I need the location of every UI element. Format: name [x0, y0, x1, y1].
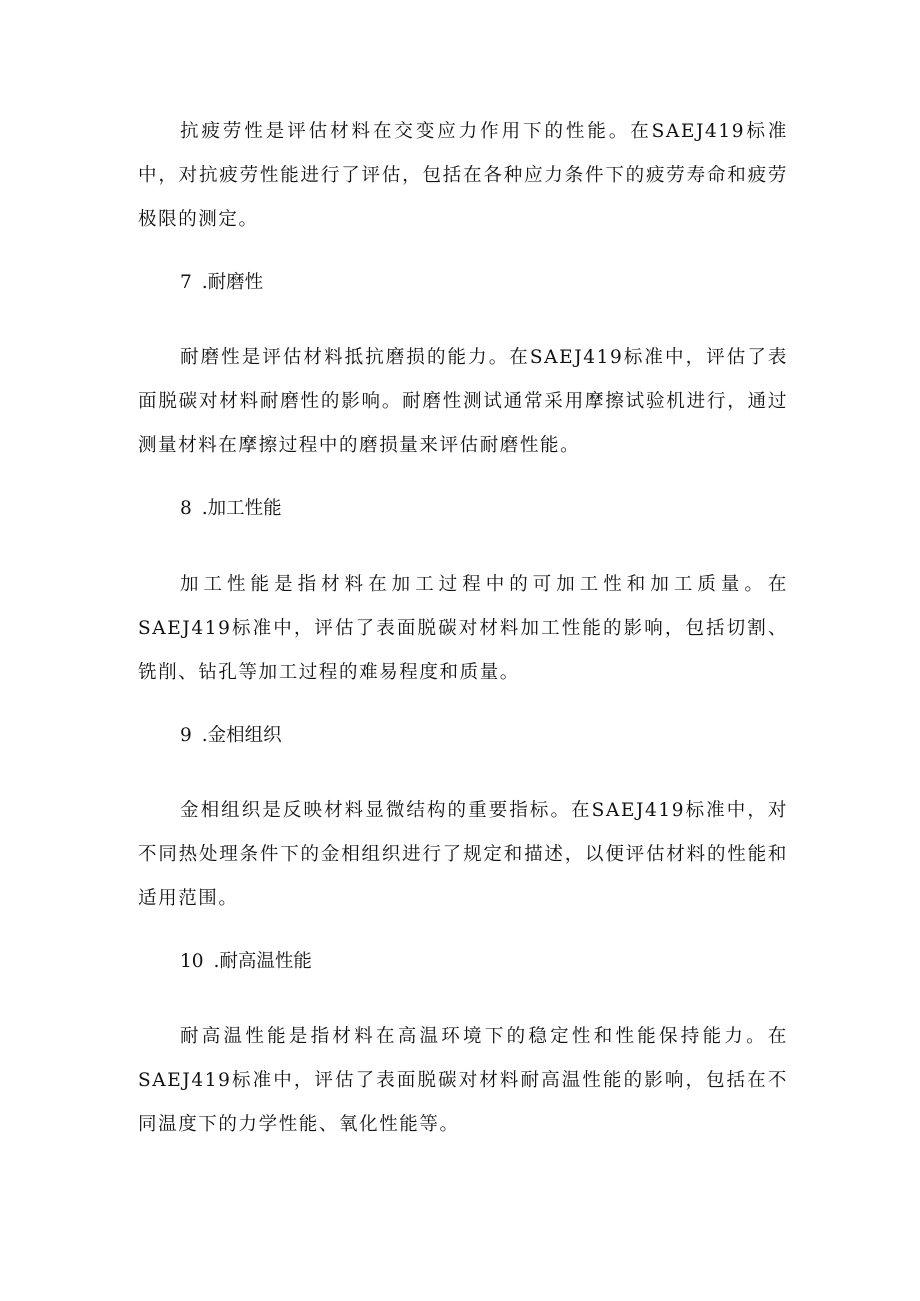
- section-heading-8: [180, 494, 282, 524]
- section-heading-7: [180, 268, 263, 298]
- section-title: .加工性能: [201, 498, 282, 519]
- paragraph-high-temperature: [138, 1015, 788, 1147]
- paragraph-fatigue: [138, 110, 788, 242]
- section-title: .金相组织: [201, 725, 282, 746]
- paragraph-text: 金相组织是反映材料显微结构的重要指标。在SAEJ419标准中，对不同热处理条件下的金相组织进行了规定和描述，以便评估材料的性能和适用范围。: [138, 800, 788, 909]
- paragraph-text: 抗疲劳性是评估材料在交变应力作用下的性能。在SAEJ419标准中，对抗疲劳性能进行了评估，包括在各种应力条件下的疲劳寿命和疲劳极限的测定。: [138, 121, 788, 230]
- paragraph-machinability: [138, 563, 788, 695]
- section-heading-9: [180, 721, 282, 751]
- paragraph-wear-resistance: [138, 336, 788, 468]
- section-number: 8: [180, 498, 192, 519]
- section-number: 10: [180, 951, 204, 972]
- section-number: 9: [180, 725, 192, 746]
- paragraph-text: 加工性能是指材料在加工过程中的可加工性和加工质量。在SAEJ419标准中，评估了表面脱碳对材料加工性能的影响，包括切割、铣削、钻孔等加工过程的难易程度和质量。: [138, 574, 788, 683]
- section-title: .耐高温性能: [213, 951, 312, 972]
- section-heading-10: [180, 947, 312, 977]
- paragraph-text: 耐高温性能是指材料在高温环境下的稳定性和性能保持能力。在SAEJ419标准中，评估了表面脱碳对材料耐高温性能的影响，包括在不同温度下的力学性能、氧化性能等。: [138, 1026, 788, 1135]
- paragraph-text: 耐磨性是评估材料抵抗磨损的能力。在SAEJ419标准中，评估了表面脱碳对材料耐磨性的影响。耐磨性测试通常采用摩擦试验机进行，通过测量材料在摩擦过程中的磨损量来评估耐磨性能。: [138, 347, 788, 456]
- section-number: 7: [180, 272, 192, 293]
- paragraph-metallographic: [138, 789, 788, 921]
- section-title: .耐磨性: [201, 272, 264, 293]
